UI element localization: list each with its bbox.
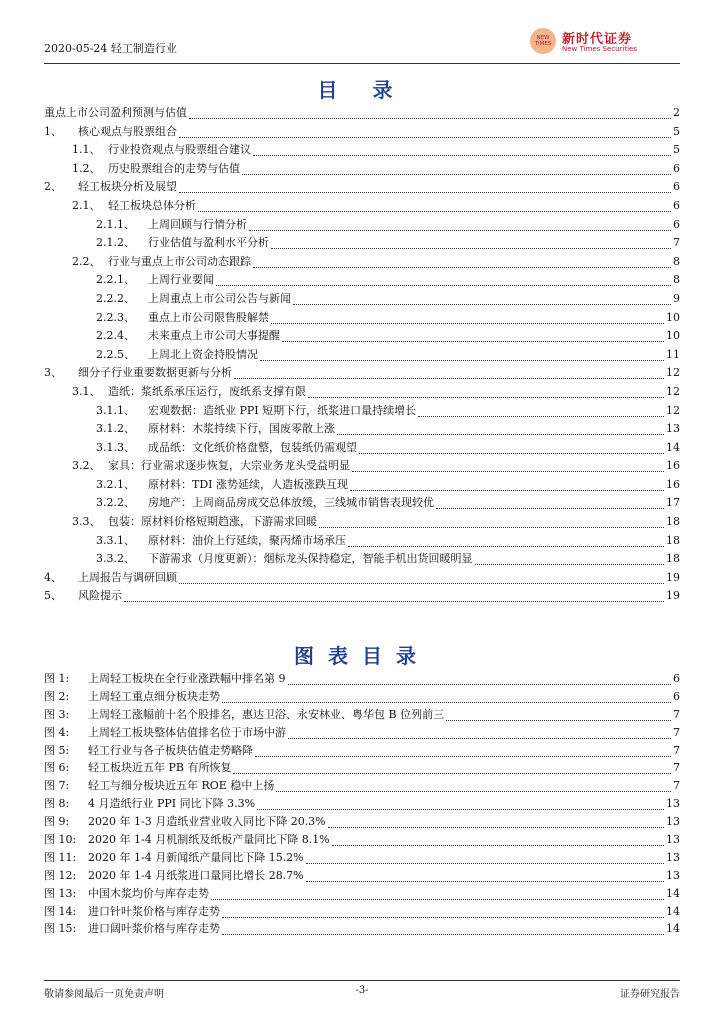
entry-number: 图 13: xyxy=(44,886,77,900)
dot-leader xyxy=(249,216,671,231)
entry-number: 3.1、 xyxy=(72,384,101,398)
dot-leader xyxy=(288,724,671,739)
entry-page-number: 19 xyxy=(666,569,680,588)
entry-title: 造纸：浆纸系承压运行，废纸系支撑有限 xyxy=(108,384,306,398)
entry-number: 图 3: xyxy=(44,707,70,721)
entry-title: 2020 年 1-4 月新闻纸产量同比下降 15.2% xyxy=(88,850,304,864)
entry-page-number: 18 xyxy=(666,550,680,569)
dot-leader xyxy=(418,402,664,417)
logo-circle: NEW TIMES xyxy=(530,28,556,54)
dot-leader xyxy=(282,327,664,342)
entry-page-number: 13 xyxy=(666,813,680,831)
entry-page-number: 6 xyxy=(673,197,680,216)
figure-entry[interactable] xyxy=(44,688,680,706)
figure-entry[interactable] xyxy=(44,903,680,921)
figure-entry[interactable] xyxy=(44,885,680,903)
dot-leader xyxy=(337,420,664,435)
toc-entry[interactable] xyxy=(44,197,680,216)
dot-leader xyxy=(253,141,671,156)
entry-title: 家具：行业需求逐步恢复，大宗业务龙头受益明显 xyxy=(108,459,350,473)
entry-page-number: 16 xyxy=(666,476,680,495)
dot-leader xyxy=(293,290,671,305)
toc-entry[interactable] xyxy=(44,141,680,160)
dot-leader xyxy=(242,160,671,175)
entry-number: 2.2.4、 xyxy=(96,329,135,343)
entry-title: 上周行业要闻 xyxy=(148,273,214,287)
entry-title: 轻工板块近五年 PB 有所恢复 xyxy=(88,761,232,775)
entry-title: 上周回顾与行情分析 xyxy=(148,217,247,231)
entry-number: 图 1: xyxy=(44,672,70,685)
entry-page-number: 8 xyxy=(673,271,680,290)
entry-number: 图 7: xyxy=(44,779,70,793)
entry-page-number: 6 xyxy=(673,178,680,197)
entry-page-number: 6 xyxy=(673,160,680,179)
dot-leader xyxy=(198,197,671,212)
entry-page-number: 7 xyxy=(673,724,680,742)
entry-page-number: 6 xyxy=(673,670,680,688)
entry-title: 轻工板块分析及展望 xyxy=(78,180,177,194)
toc-entry[interactable] xyxy=(44,309,680,328)
entry-number: 图 12: xyxy=(44,868,77,882)
toc-entry[interactable] xyxy=(44,123,680,142)
entry-number: 2.1、 xyxy=(72,198,101,212)
dot-leader xyxy=(359,439,664,454)
entry-number: 2、 xyxy=(44,180,62,194)
toc-title: 目 录 xyxy=(317,78,407,102)
entry-page-number: 14 xyxy=(666,920,680,938)
entry-title: 轻工与细分板块近五年 ROE 稳中上扬 xyxy=(88,779,275,793)
entry-page-number: 14 xyxy=(666,903,680,921)
entry-number: 3、 xyxy=(44,366,62,380)
toc-entry[interactable] xyxy=(44,532,680,551)
figure-entry[interactable] xyxy=(44,670,680,688)
entry-number: 2.2.5、 xyxy=(96,347,135,361)
toc-entry[interactable] xyxy=(44,271,680,290)
entry-page-number: 12 xyxy=(666,383,680,402)
page-footer xyxy=(44,980,680,1000)
entry-page-number: 18 xyxy=(666,532,680,551)
entry-number: 2.2.2、 xyxy=(96,291,135,305)
entry-title: 上周轻工涨幅前十名个股排名，惠达卫浴、永安林业、粤华包 B 位列前三 xyxy=(88,707,445,721)
footer-disclaimer: 敬请参阅最后一页免责声明 xyxy=(44,989,164,1000)
entry-page-number: 14 xyxy=(666,885,680,903)
figure-list xyxy=(44,670,680,938)
entry-title: 重点上市公司盈利预测与估值 xyxy=(44,106,187,119)
toc-entry[interactable] xyxy=(44,216,680,235)
dot-leader xyxy=(352,457,664,472)
dot-leader xyxy=(253,253,671,268)
entry-number: 5、 xyxy=(44,589,62,603)
toc-entry[interactable] xyxy=(44,290,680,309)
entry-page-number: 2 xyxy=(673,104,680,123)
entry-title: 进口针叶浆价格与库存走势 xyxy=(88,904,220,918)
entry-number: 3.3、 xyxy=(72,515,101,529)
entry-title: 原材料：油价上行延续，聚丙烯市场承压 xyxy=(148,533,346,547)
entry-number: 图 10: xyxy=(44,833,77,847)
entry-number: 图 9: xyxy=(44,815,70,829)
dot-leader xyxy=(475,550,664,565)
dot-leader xyxy=(332,831,664,846)
dot-leader xyxy=(257,795,664,810)
entry-page-number: 7 xyxy=(673,706,680,724)
toc-entry[interactable] xyxy=(44,513,680,532)
figure-entry[interactable] xyxy=(44,867,680,885)
entry-page-number: 13 xyxy=(666,795,680,813)
dot-leader xyxy=(276,777,671,792)
toc-entry[interactable] xyxy=(44,402,680,421)
dot-leader xyxy=(271,309,664,324)
entry-number: 2.2.3、 xyxy=(96,310,135,324)
entry-title: 上周重点上市公司公告与新闻 xyxy=(148,291,291,305)
toc-entry[interactable] xyxy=(44,476,680,495)
entry-title: 进口阔叶浆价格与库存走势 xyxy=(88,922,220,936)
entry-number: 3.1.1、 xyxy=(96,403,135,417)
figure-entry[interactable] xyxy=(44,724,680,742)
entry-number: 3.1.2、 xyxy=(96,422,135,436)
entry-page-number: 8 xyxy=(673,253,680,272)
entry-number: 图 4: xyxy=(44,725,70,739)
entry-page-number: 5 xyxy=(673,123,680,142)
entry-page-number: 19 xyxy=(666,587,680,606)
entry-page-number: 14 xyxy=(666,439,680,458)
entry-page-number: 7 xyxy=(673,742,680,760)
entry-page-number: 7 xyxy=(673,234,680,253)
toc-entry[interactable] xyxy=(44,364,680,383)
entry-number: 2.1.1、 xyxy=(96,217,135,231)
entry-title: 包装：原材料价格短期趋涨，下游需求回暖 xyxy=(108,515,317,529)
entry-number: 4、 xyxy=(44,570,62,584)
toc-entry[interactable] xyxy=(44,457,680,476)
dot-leader xyxy=(179,178,671,193)
page-header xyxy=(44,34,680,64)
entry-page-number: 6 xyxy=(673,216,680,235)
toc-entry[interactable] xyxy=(44,178,680,197)
figure-entry[interactable] xyxy=(44,795,680,813)
dot-leader xyxy=(124,587,664,602)
entry-title: 中国木浆均价与库存走势 xyxy=(88,886,209,900)
entry-title: 重点上市公司限售股解禁 xyxy=(148,310,269,324)
entry-number: 图 11: xyxy=(44,850,77,864)
figure-entry[interactable] xyxy=(44,706,680,724)
entry-number: 2.2.1、 xyxy=(96,273,135,287)
dot-leader xyxy=(211,885,664,900)
toc-entry[interactable] xyxy=(44,383,680,402)
entry-title: 上周轻工板块整体估值排名位于市场中游 xyxy=(88,725,286,739)
entry-title: 原材料：TDI 涨势延续，人造板涨跌互现 xyxy=(148,477,348,491)
entry-number: 图 8: xyxy=(44,797,70,811)
entry-page-number: 10 xyxy=(666,309,680,328)
logo-english-name: New Times Securities xyxy=(562,45,637,53)
dot-leader xyxy=(328,813,664,828)
entry-page-number: 9 xyxy=(673,290,680,309)
figure-entry[interactable] xyxy=(44,849,680,867)
entry-page-number: 7 xyxy=(673,759,680,777)
dot-leader xyxy=(222,903,664,918)
toc-entry[interactable] xyxy=(44,253,680,272)
toc-entry[interactable] xyxy=(44,439,680,458)
entry-title: 轻工板块总体分析 xyxy=(108,198,196,212)
toc-entry[interactable] xyxy=(44,569,680,588)
entry-title: 细分子行业重要数据更新与分析 xyxy=(78,366,232,380)
dot-leader xyxy=(319,513,664,528)
dot-leader xyxy=(260,346,664,361)
entry-title: 行业估值与盈利水平分析 xyxy=(148,236,269,250)
figure-entry[interactable] xyxy=(44,813,680,831)
entry-page-number: 7 xyxy=(673,777,680,795)
entry-number: 3.3.1、 xyxy=(96,533,135,547)
entry-title: 2020 年 1-4 月纸浆进口量同比增长 28.7% xyxy=(88,868,304,882)
entry-number: 图 2: xyxy=(44,689,70,703)
dot-leader xyxy=(216,271,671,286)
toc-entry[interactable] xyxy=(44,104,680,123)
entry-page-number: 13 xyxy=(666,867,680,885)
company-logo xyxy=(530,28,680,56)
figure-entry[interactable] xyxy=(44,777,680,795)
entry-title: 核心观点与股票组合 xyxy=(78,124,177,138)
dot-leader xyxy=(255,742,671,757)
entry-title: 上周轻工重点细分板块走势 xyxy=(88,689,220,703)
entry-title: 行业与重点上市公司动态跟踪 xyxy=(108,254,251,268)
entry-page-number: 5 xyxy=(673,141,680,160)
entry-number: 图 15: xyxy=(44,922,77,936)
entry-page-number: 18 xyxy=(666,513,680,532)
entry-title: 4 月造纸行业 PPI 同比下降 3.3% xyxy=(88,797,256,811)
entry-page-number: 12 xyxy=(666,364,680,383)
entry-page-number: 11 xyxy=(666,346,680,365)
entry-page-number: 17 xyxy=(666,494,680,513)
toc-entry[interactable] xyxy=(44,346,680,365)
entry-number: 图 5: xyxy=(44,743,70,757)
entry-title: 2020 年 1-4 月机制纸及纸板产量同比下降 8.1% xyxy=(88,833,330,847)
entry-number: 2.2、 xyxy=(72,254,101,268)
header-date-industry: 2020-05-24 轻工制造行业 xyxy=(44,42,177,55)
entry-title: 未来重点上市公司大事提醒 xyxy=(148,329,280,343)
figure-entry[interactable] xyxy=(44,759,680,777)
dot-leader xyxy=(288,670,671,685)
dot-leader xyxy=(306,849,664,864)
entry-page-number: 13 xyxy=(666,420,680,439)
dot-leader xyxy=(308,383,664,398)
table-of-contents xyxy=(44,104,680,606)
dot-leader xyxy=(222,920,664,935)
entry-number: 3.2.1、 xyxy=(96,477,135,491)
dot-leader xyxy=(446,706,671,721)
entry-number: 3.1.3、 xyxy=(96,440,135,454)
toc-entry[interactable] xyxy=(44,327,680,346)
entry-page-number: 6 xyxy=(673,688,680,706)
footer-report-type: 证券研究报告 xyxy=(620,989,680,1000)
entry-number: 2.1.2、 xyxy=(96,236,135,250)
toc-entry[interactable] xyxy=(44,587,680,606)
figure-entry[interactable] xyxy=(44,742,680,760)
figure-entry[interactable] xyxy=(44,831,680,849)
toc-entry[interactable] xyxy=(44,550,680,569)
dot-leader xyxy=(233,759,671,774)
dot-leader xyxy=(350,476,664,491)
entry-title: 上周报告与调研回顾 xyxy=(78,570,177,584)
entry-title: 房地产：上周商品房成交总体放缓，三线城市销售表现较优 xyxy=(148,496,434,510)
entry-number: 图 14: xyxy=(44,904,77,918)
header-divider xyxy=(44,63,680,64)
figure-list-title: 图表目录 xyxy=(294,644,430,668)
entry-number: 3.2.2、 xyxy=(96,496,135,510)
entry-title: 轻工行业与各子板块估值走势略降 xyxy=(88,743,253,757)
dot-leader xyxy=(306,867,664,882)
toc-entry[interactable] xyxy=(44,160,680,179)
entry-number: 3.2、 xyxy=(72,459,101,473)
toc-entry[interactable] xyxy=(44,234,680,253)
entry-title: 下游需求（月度更新）：烟标龙头保持稳定，智能手机出货回暖明显 xyxy=(148,552,473,566)
dot-leader xyxy=(234,364,664,379)
toc-entry[interactable] xyxy=(44,420,680,439)
logo-chinese-name: 新时代证券 xyxy=(562,32,633,47)
entry-title: 上周轻工板块在全行业涨跌幅中排名第 9 xyxy=(88,672,286,685)
entry-number: 1、 xyxy=(44,124,62,138)
dot-leader xyxy=(189,104,671,119)
dot-leader xyxy=(348,532,664,547)
dot-leader xyxy=(179,569,664,584)
entry-number: 1.2、 xyxy=(72,161,101,175)
dot-leader xyxy=(436,494,664,509)
entry-title: 上周北上资金持股情况 xyxy=(148,347,258,361)
entry-page-number: 13 xyxy=(666,831,680,849)
entry-title: 2020 年 1-3 月造纸业营业收入同比下降 20.3% xyxy=(88,815,326,829)
entry-title: 宏观数据：造纸业 PPI 短期下行，纸浆进口量持续增长 xyxy=(148,403,417,417)
entry-title: 原材料：木浆持续下行，国废零散上涨 xyxy=(148,422,335,436)
entry-title: 行业投资观点与股票组合建议 xyxy=(108,143,251,157)
dot-leader xyxy=(222,688,671,703)
toc-entry[interactable] xyxy=(44,494,680,513)
entry-title: 成品纸：文化纸价格盘整，包装纸仍需观望 xyxy=(148,440,357,454)
dot-leader xyxy=(179,123,671,138)
entry-page-number: 10 xyxy=(666,327,680,346)
dot-leader xyxy=(271,234,671,249)
entry-title: 历史股票组合的走势与估值 xyxy=(108,161,240,175)
entry-number: 1.1、 xyxy=(72,143,101,157)
footer-page-number: -3- xyxy=(355,985,369,996)
entry-page-number: 13 xyxy=(666,849,680,867)
entry-title: 风险提示 xyxy=(78,589,122,603)
entry-page-number: 16 xyxy=(666,457,680,476)
figure-entry[interactable] xyxy=(44,920,680,938)
entry-page-number: 12 xyxy=(666,402,680,421)
entry-number: 图 6: xyxy=(44,761,70,775)
entry-number: 3.3.2、 xyxy=(96,552,135,566)
